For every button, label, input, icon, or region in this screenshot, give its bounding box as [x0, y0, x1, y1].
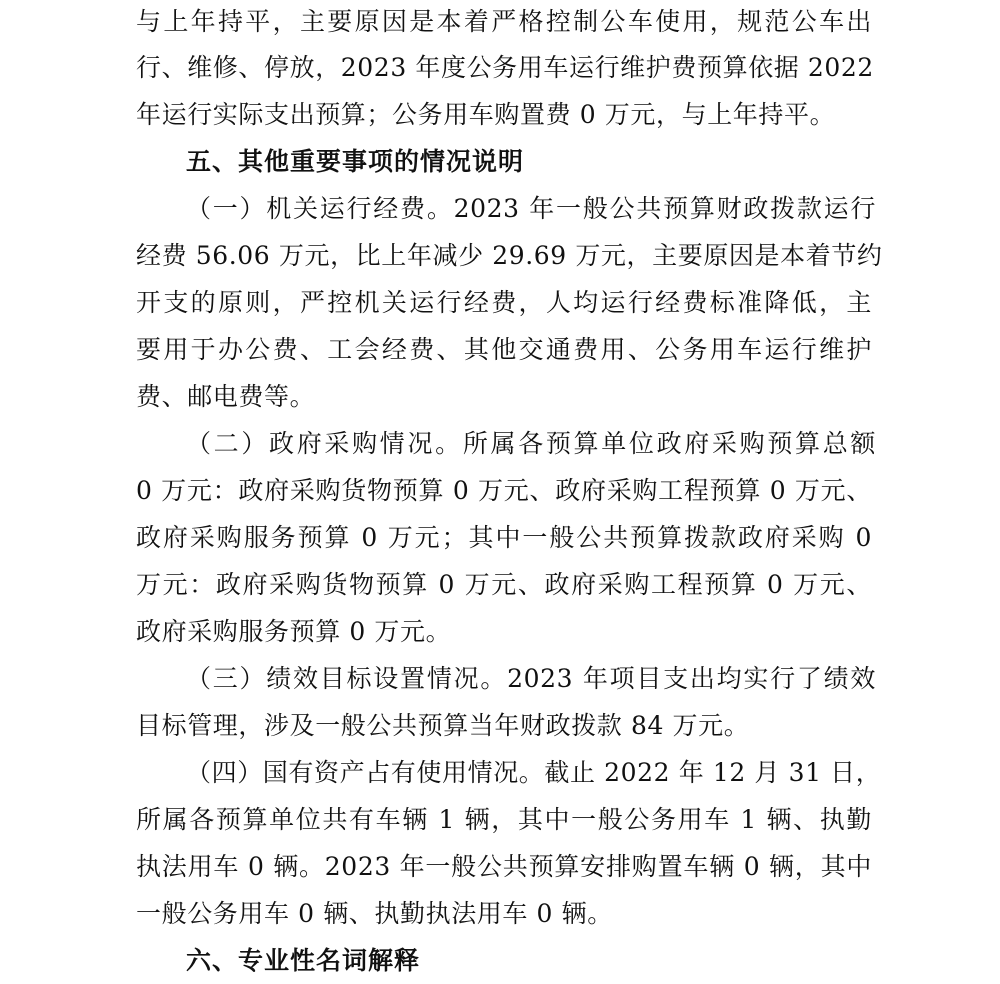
paragraph-line: （一）机关运行经费。2023 年一般公共预算财政拨款运行	[186, 194, 876, 223]
paragraph-line: 费、邮电费等。	[136, 382, 316, 411]
paragraph-line: 万元：政府采购货物预算 0 万元、政府采购工程预算 0 万元、	[136, 570, 872, 599]
paragraph-line: 0 万元：政府采购货物预算 0 万元、政府采购工程预算 0 万元、	[136, 476, 872, 505]
paragraph-line: （四）国有资产占有使用情况。截止 2022 年 12 月 31 日，	[186, 758, 882, 787]
paragraph-line: 政府采购服务预算 0 万元；其中一般公共预算拨款政府采购 0	[136, 523, 872, 552]
paragraph-line: 要用于办公费、工会经费、其他交通费用、公务用车运行维护	[136, 335, 872, 364]
paragraph-line: 年运行实际支出预算；公务用车购置费 0 万元，与上年持平。	[136, 100, 836, 129]
paragraph-line: 执法用车 0 辆。2023 年一般公共预算安排购置车辆 0 辆，其中	[136, 852, 872, 881]
paragraph-line: 一般公务用车 0 辆、执勤执法用车 0 辆。	[136, 899, 613, 928]
paragraph-line: （二）政府采购情况。所属各预算单位政府采购预算总额	[186, 429, 876, 458]
paragraph-line: 所属各预算单位共有车辆 1 辆，其中一般公务用车 1 辆、执勤	[136, 805, 872, 834]
paragraph-line: 经费 56.06 万元，比上年减少 29.69 万元，主要原因是本着节约	[136, 241, 883, 270]
paragraph-line: 行、维修、停放，2023 年度公务用车运行维护费预算依据 2022	[136, 53, 874, 82]
paragraph-line: （三）绩效目标设置情况。2023 年项目支出均实行了绩效	[186, 664, 876, 693]
paragraph-line: 与上年持平，主要原因是本着严格控制公车使用，规范公车出	[136, 7, 872, 36]
paragraph-line: 政府采购服务预算 0 万元。	[136, 617, 452, 646]
section-heading-5: 五、其他重要事项的情况说明	[186, 147, 525, 176]
section-heading-6: 六、专业性名词解释	[186, 946, 421, 975]
paragraph-line: 目标管理，涉及一般公共预算当年财政拨款 84 万元。	[136, 711, 750, 740]
paragraph-line: 开支的原则，严控机关运行经费，人均运行经费标准降低，主	[136, 288, 872, 317]
